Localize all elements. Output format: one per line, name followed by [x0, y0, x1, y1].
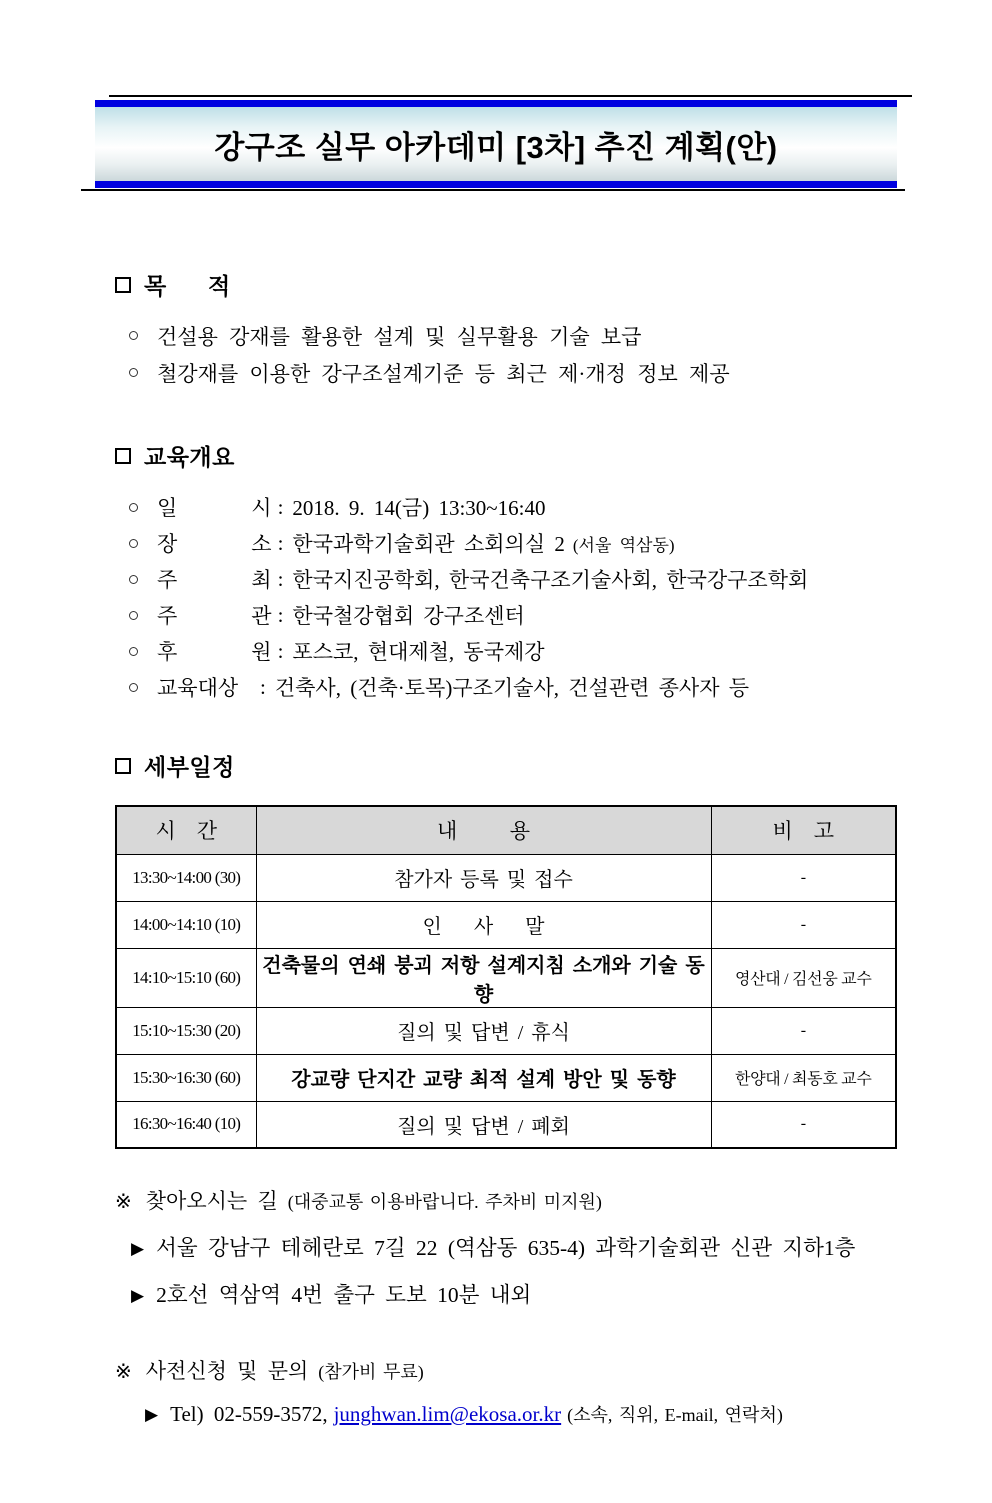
table-row [116, 948, 896, 1007]
page-title: 강구조 실무 아카데미 [3차] 추진 계획(안) [214, 129, 778, 165]
overview-label: 주 관 [157, 604, 272, 628]
overview-row [129, 597, 897, 633]
overview-value-note: (서울 역삼동) [572, 535, 675, 555]
directions-item [131, 1231, 897, 1262]
circle-bullet-icon [129, 539, 138, 548]
col-header-note: 비 고 [711, 806, 896, 854]
cell-note: - [711, 901, 896, 948]
cell-time: 16:30~16:40 (10) [116, 1101, 256, 1148]
directions-title-line [115, 1185, 897, 1215]
purpose-list [115, 317, 897, 391]
email-link[interactable]: junghwan.lim@ekosa.or.kr [333, 1402, 562, 1426]
cell-note: - [711, 1007, 896, 1054]
purpose-heading-label: 목 적 [144, 273, 231, 299]
cell-content: 질의 및 답변 / 폐회 [256, 1101, 711, 1148]
directions-item-text: 서울 강남구 테헤란로 7길 22 (역삼동 635-4) 과학기술회관 신관 지하1층 [156, 1236, 856, 1260]
circle-bullet-icon [129, 683, 138, 692]
overview-colon: : [260, 674, 266, 699]
cell-content: 건축물의 연쇄 붕괴 저항 설계지침 소개와 기술 동향 [256, 948, 711, 1007]
overview-colon: : [277, 638, 284, 663]
section-overview [115, 439, 897, 705]
title-banner [95, 100, 897, 188]
cell-time: 13:30~14:00 (30) [116, 854, 256, 901]
overview-label: 후 원 [157, 640, 272, 664]
schedule-heading [115, 749, 897, 782]
square-bullet-icon [115, 758, 131, 774]
contact-suffix: (소속, 직위, E-mail, 연락처) [567, 1405, 783, 1425]
directions-item-text: 2호선 역삼역 4번 출구 도보 10분 내외 [156, 1283, 532, 1307]
col-header-time: 시 간 [116, 806, 256, 854]
overview-row [129, 669, 897, 705]
section-schedule [115, 749, 897, 1149]
overview-rows [115, 489, 897, 705]
square-bullet-icon [115, 277, 131, 293]
overview-row [129, 561, 897, 597]
arrow-bullet-icon: ▶ [145, 1405, 159, 1424]
table-row [116, 1054, 896, 1101]
section-directions [115, 1185, 897, 1309]
purpose-item-text: 건설용 강재를 활용한 설계 및 실무활용 기술 보급 [157, 324, 642, 349]
overview-heading-label: 교육개요 [144, 444, 235, 470]
cell-time: 15:10~15:30 (20) [116, 1007, 256, 1054]
cell-content: 강교량 단지간 교량 최적 설계 방안 및 동향 [256, 1054, 711, 1101]
overview-label: 주 최 [157, 568, 272, 592]
overview-row [129, 525, 897, 561]
purpose-item-text: 철강재를 이용한 강구조설계기준 등 최근 제·개정 정보 제공 [157, 361, 730, 386]
tel-label: Tel) 02-559-3572, [170, 1402, 328, 1426]
registration-contact-line [145, 1401, 897, 1427]
document-page [0, 100, 992, 1427]
cell-time: 15:30~16:30 (60) [116, 1054, 256, 1101]
table-row [116, 854, 896, 901]
banner-shadow-top-line [109, 95, 912, 97]
overview-value: 한국지진공학회, 한국건축구조기술사회, 한국강구조학회 [292, 568, 809, 592]
cell-note: 한양대 / 최동호 교수 [711, 1054, 896, 1101]
arrow-bullet-icon: ▶ [131, 1286, 145, 1305]
overview-colon: : [277, 566, 284, 591]
schedule-heading-label: 세부일정 [144, 754, 235, 780]
reference-mark-icon: ※ [115, 1191, 132, 1213]
registration-title-note: (참가비 무료) [318, 1362, 424, 1382]
overview-heading [115, 439, 897, 472]
purpose-heading [115, 268, 897, 301]
circle-bullet-icon [129, 647, 138, 656]
overview-value: 한국과학기술회관 소회의실 2 [292, 532, 565, 556]
cell-note: - [711, 1101, 896, 1148]
directions-title: 찾아오시는 길 [145, 1189, 278, 1213]
circle-bullet-icon [129, 331, 138, 340]
table-row [116, 1101, 896, 1148]
cell-content: 참가자 등록 및 접수 [256, 854, 711, 901]
arrow-bullet-icon: ▶ [131, 1239, 145, 1258]
overview-value: 한국철강협회 강구조센터 [292, 604, 525, 628]
directions-title-note: (대중교통 이용바랍니다. 주차비 미지원) [287, 1192, 602, 1212]
table-row [116, 1007, 896, 1054]
cell-time: 14:10~15:10 (60) [116, 948, 256, 1007]
circle-bullet-icon [129, 575, 138, 584]
purpose-item [129, 354, 897, 391]
registration-title: 사전신청 및 문의 [145, 1359, 309, 1383]
cell-content: 인 사 말 [256, 901, 711, 948]
overview-colon: : [277, 494, 284, 519]
table-row [116, 901, 896, 948]
section-purpose [115, 268, 897, 391]
overview-row [129, 489, 897, 525]
overview-label: 일 시 [157, 496, 272, 520]
purpose-item [129, 317, 897, 354]
directions-item [131, 1278, 897, 1309]
section-registration [115, 1355, 897, 1427]
circle-bullet-icon [129, 611, 138, 620]
cell-note: - [711, 854, 896, 901]
square-bullet-icon [115, 448, 131, 464]
reference-mark-icon: ※ [115, 1361, 132, 1383]
overview-row [129, 633, 897, 669]
circle-bullet-icon [129, 503, 138, 512]
table-header-row [116, 806, 896, 854]
schedule-table [115, 805, 897, 1149]
circle-bullet-icon [129, 368, 138, 377]
overview-value: 건축사, (건축·토목)구조기술사, 건설관련 종사자 등 [274, 676, 750, 700]
overview-label: 교육대상 [157, 676, 239, 700]
col-header-content: 내 용 [256, 806, 711, 854]
cell-time: 14:00~14:10 (10) [116, 901, 256, 948]
registration-title-line [115, 1355, 897, 1385]
cell-content: 질의 및 답변 / 휴식 [256, 1007, 711, 1054]
overview-value: 2018. 9. 14(금) 13:30~16:40 [292, 496, 546, 520]
banner-shadow-bottom-line [81, 189, 905, 191]
overview-colon: : [277, 602, 284, 627]
overview-label: 장 소 [157, 532, 272, 556]
overview-colon: : [277, 530, 284, 555]
cell-note: 영산대 / 김선웅 교수 [711, 948, 896, 1007]
overview-value: 포스코, 현대제철, 동국제강 [292, 640, 545, 664]
